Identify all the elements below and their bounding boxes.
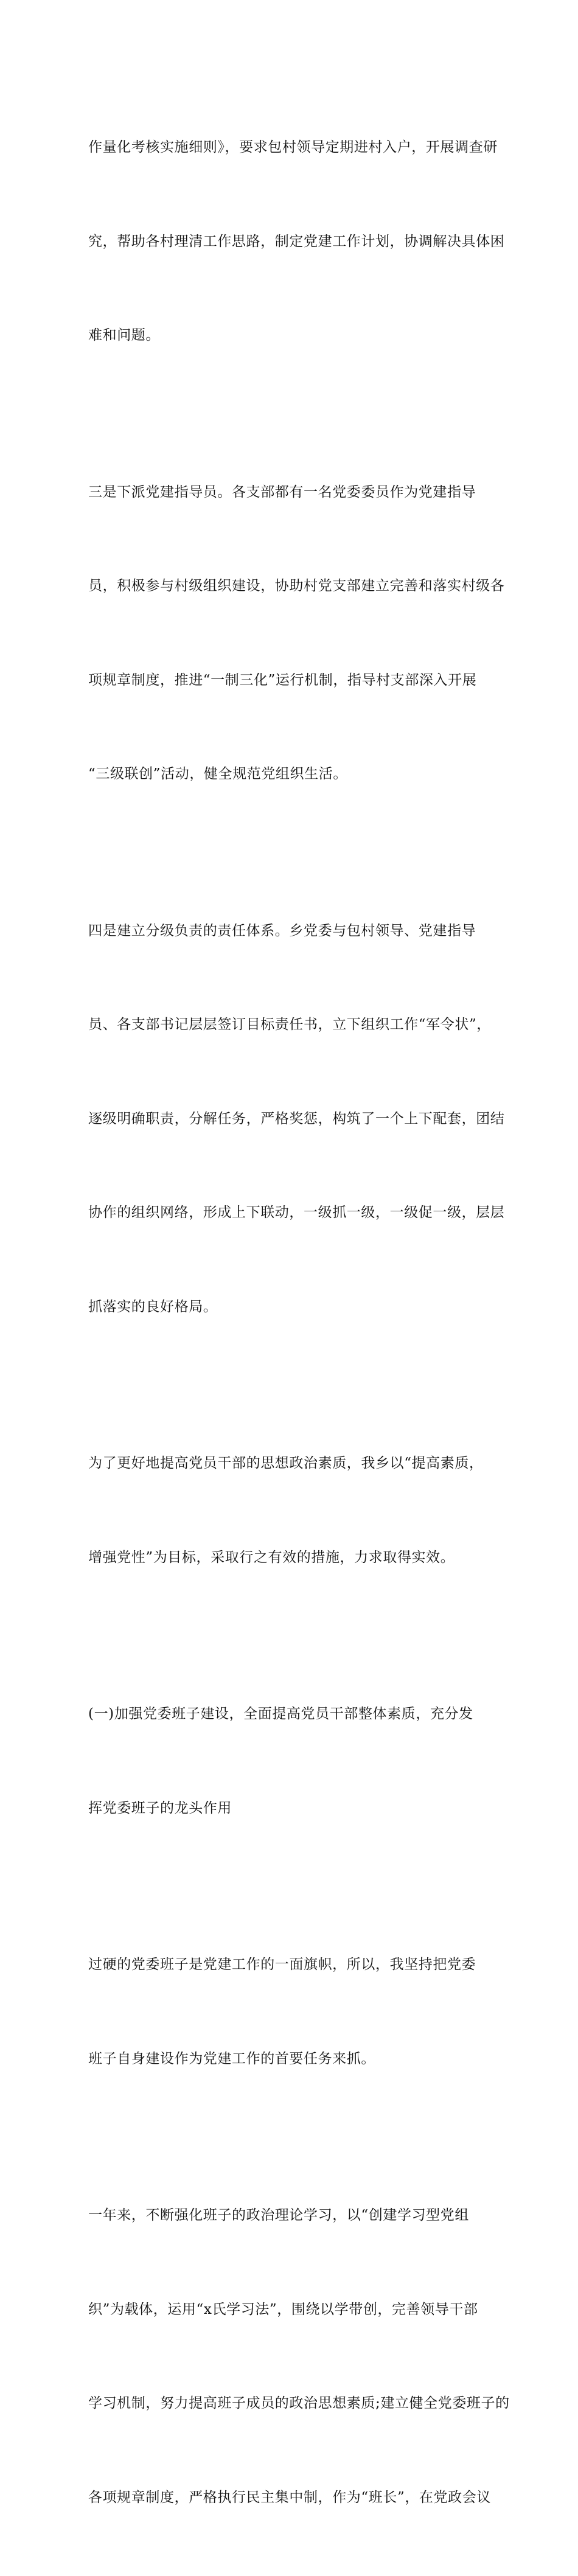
text-line: 难和问题。	[88, 327, 160, 343]
text-line: (一)加强党委班子建设，全面提高党员干部整体素质，充分发	[88, 1706, 473, 1722]
text-line: 织”为载体，运用“x氏学习法”，围绕以学带创，完善领导干部	[88, 2301, 478, 2317]
section-heading	[88, 1636, 502, 1887]
paragraph-4	[88, 1385, 502, 1636]
paragraph-2	[88, 414, 505, 853]
text-line: 逐级明确职责，分解任务，严格奖惩，构筑了一个上下配套，团结	[88, 1110, 505, 1127]
text-line: 项规章制度，推进“一制三化”运行机制，指导村支部深入开展	[88, 672, 477, 688]
document-body	[88, 69, 510, 2576]
text-line: 员、各支部书记层层签订目标责任书，立下组织工作“军令状”，	[88, 1017, 491, 1032]
text-line: 三是下派党建指导员。各支部都有一名党委委员作为党建指导	[88, 484, 476, 500]
text-line: 作量化考核实施细则》，要求包村领导定期进村入户，开展调查研	[88, 139, 498, 155]
text-line: 各项规章制度，严格执行民主集中制，作为“班长”，在党政会议	[88, 2489, 491, 2505]
text-line: 学习机制，努力提高班子成员的政治思想素质;建立健全党委班子的	[88, 2395, 510, 2411]
text-line: 班子自身建设作为党建工作的首要任务来抓。	[88, 2050, 375, 2067]
text-line: 为了更好地提高党员干部的思想政治素质，我乡以“提高素质，	[88, 1455, 484, 1471]
text-line: 员，积极参与村级组织建设，协助村党支部建立完善和落实村级各	[88, 578, 505, 594]
text-line: 增强党性”为目标，采取行之有效的措施，力求取得实效。	[88, 1549, 455, 1565]
paragraph-1	[88, 69, 505, 414]
text-line: 抓落实的良好格局。	[88, 1298, 218, 1315]
text-line: 一年来，不断强化班子的政治理论学习，以“创建学习型党组	[88, 2207, 469, 2223]
text-line: 挥党委班子的龙头作用	[88, 1800, 232, 1816]
text-line: 四是建立分级负责的责任体系。乡党委与包村领导、党建指导	[88, 922, 476, 939]
text-line: 究，帮助各村理清工作思路，制定党建工作计划，协调解决具体困	[88, 233, 505, 249]
paragraph-3	[88, 853, 505, 1386]
paragraph-6	[88, 2137, 510, 2576]
text-line: 过硬的党委班子是党建工作的一面旗帜，所以，我坚持把党委	[88, 1957, 476, 1972]
text-line: 协作的组织网络，形成上下联动，一级抓一级，一级促一级，层层	[88, 1205, 505, 1220]
paragraph-5	[88, 1887, 502, 2137]
text-line: “三级联创”活动，健全规范党组织生活。	[88, 766, 347, 782]
